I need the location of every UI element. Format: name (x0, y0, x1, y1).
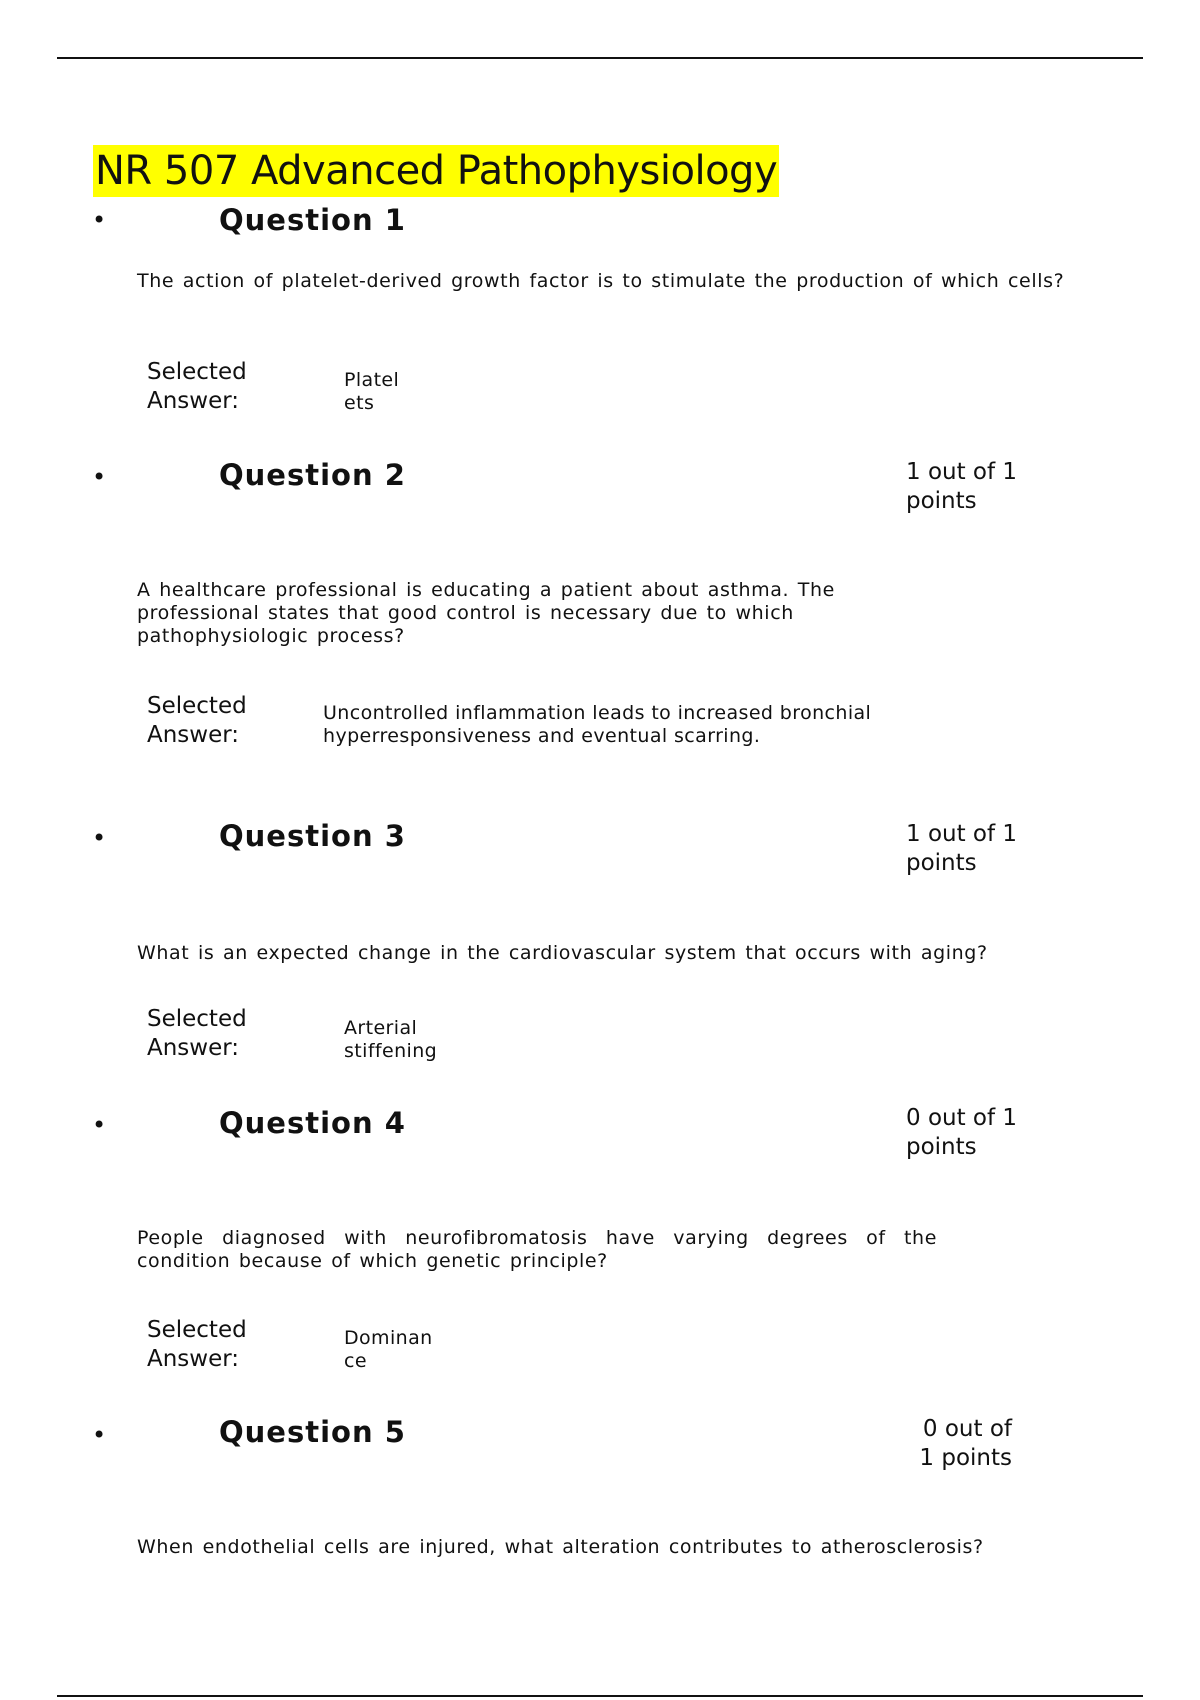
question-3-answer-label: Selected Answer: (147, 1006, 247, 1061)
bullet: • (92, 1421, 107, 1449)
question-2-heading: Question 2 (219, 458, 406, 492)
bullet: • (92, 206, 107, 234)
question-1-answer-label: Selected Answer: (147, 359, 247, 414)
question-3-selected-answer: Arterial stiffening (344, 1017, 438, 1062)
question-2-answer-label: Selected Answer: (147, 693, 247, 748)
document-title: NR 507 Advanced Pathophysiology (93, 145, 779, 197)
question-1-heading: Question 1 (219, 203, 406, 237)
question-4-answer-label: Selected Answer: (147, 1317, 247, 1372)
question-4-points: 0 out of 1 points (906, 1105, 1018, 1160)
question-3-heading: Question 3 (219, 819, 406, 853)
bullet: • (92, 463, 107, 491)
question-4-prompt: People diagnosed with neurofibromatosis have varying degrees of the condition because of which genetic principle? (137, 1227, 937, 1272)
question-3-prompt: What is an expected change in the cardiovascular system that occurs with aging? (137, 942, 988, 964)
question-4-heading: Question 4 (219, 1106, 406, 1140)
bottom-rule (57, 1695, 1143, 1697)
question-5-points: 0 out of 1 points (919, 1416, 1012, 1471)
question-4-selected-answer: Dominance (344, 1327, 433, 1372)
question-2-selected-answer: Uncontrolled inflammation leads to increased bronchial hyperresponsiveness and eventual scarring. (323, 702, 872, 747)
question-2-points: 1 out of 1 points (906, 459, 1018, 514)
question-2-prompt: A healthcare professional is educating a patient about asthma. The professional states that good control is necessary due to which pathophysiologic process? (137, 579, 835, 647)
bullet: • (92, 824, 107, 852)
bullet: • (92, 1111, 107, 1139)
question-5-heading: Question 5 (219, 1415, 406, 1449)
question-1-prompt: The action of platelet-derived growth factor is to stimulate the production of which cells? (137, 270, 1065, 292)
top-rule (57, 57, 1143, 59)
question-3-points: 1 out of 1 points (906, 821, 1018, 876)
question-5-prompt: When endothelial cells are injured, what alteration contributes to atherosclerosis? (137, 1536, 984, 1558)
question-1-selected-answer: Platelets (344, 369, 400, 414)
